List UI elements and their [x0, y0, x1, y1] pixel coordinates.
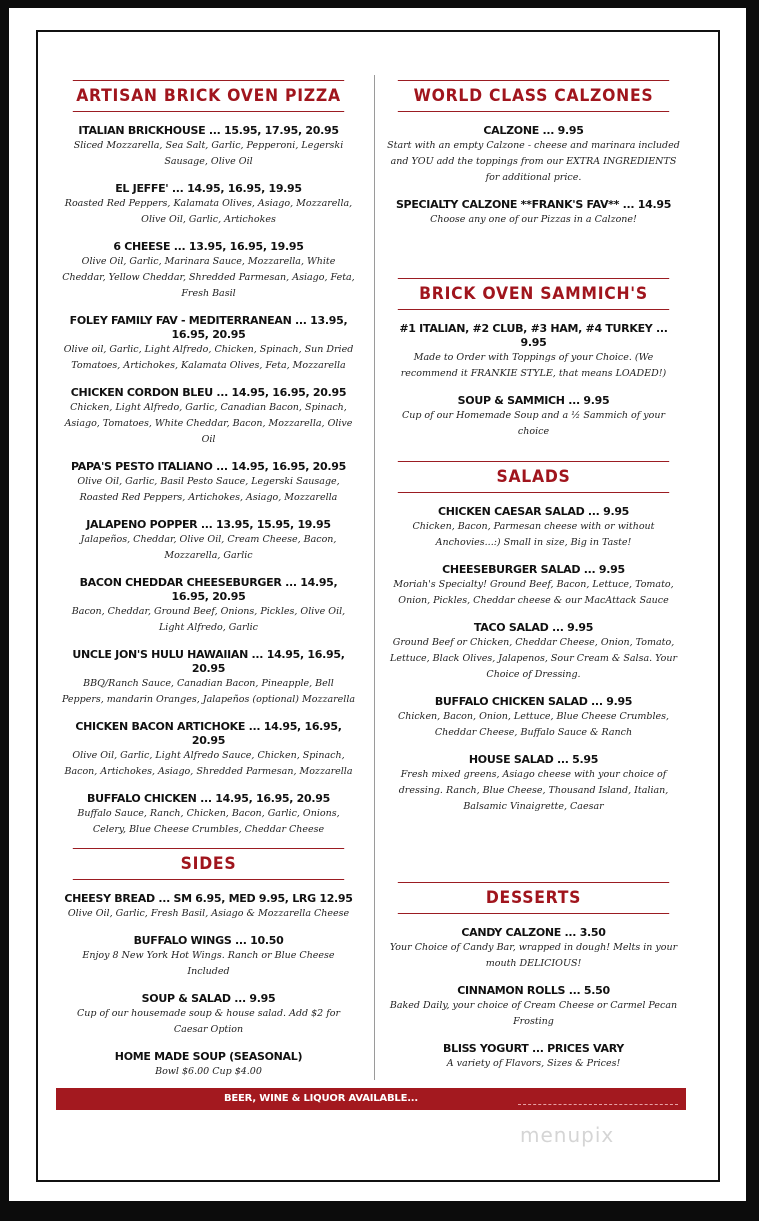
menu-item: [61, 892, 356, 922]
item-description: A variety of Flavors, Sizes & Prices!: [446, 1058, 621, 1069]
item-description: Enjoy 8 New York Hot Wings. Ranch or Blue Cheese Included: [82, 950, 335, 977]
item-title: BUFFALO CHICKEN ... 14.95, 16.95, 20.95: [87, 792, 330, 805]
salads-heading: SALADS: [398, 461, 669, 493]
menupix-watermark: menupix: [520, 1123, 615, 1147]
menu-item: [386, 621, 681, 683]
menu-item: [61, 576, 356, 636]
item-title: FOLEY FAMILY FAV - MEDITERRANEAN ... 13.95, 16.95, 20.95: [69, 314, 348, 341]
item-title: BUFFALO CHICKEN SALAD ... 9.95: [434, 695, 633, 708]
item-title: CHICKEN CORDON BLEU ... 14.95, 16.95, 20.95: [70, 386, 347, 399]
menu-item: [61, 1050, 356, 1080]
item-description: Fresh mixed greens, Asiago cheese with your choice of dressing. Ranch, Blue Cheese, Thousand Island, Italian, Balsamic Vinaigrette, Caesar: [398, 769, 669, 812]
item-description: Chicken, Bacon, Onion, Lettuce, Blue Cheese Crumbles, Cheddar Cheese, Buffalo Sauce & Ranch: [397, 711, 670, 738]
item-title: HOME MADE SOUP (SEASONAL): [114, 1050, 303, 1063]
item-title: CHEESY BREAD ... SM 6.95, MED 9.95, LRG 12.95: [64, 892, 353, 905]
item-description: Cup of our Homemade Soup and a ½ Sammich of your choice: [401, 410, 666, 437]
item-description: Chicken, Light Alfredo, Garlic, Canadian Bacon, Spinach, Asiago, Tomatoes, White Cheddar, Bacon, Mozzarella, Olive Oil: [64, 402, 353, 445]
menu-item: [61, 792, 356, 838]
item-title: BLISS YOGURT ... PRICES VARY: [443, 1042, 624, 1055]
menu-item: [386, 394, 681, 440]
item-title: PAPA'S PESTO ITALIANO ... 14.95, 16.95, 20.95: [71, 460, 346, 473]
item-description: Made to Order with Toppings of your Choice. (We recommend it FRANKIE STYLE, that means LOADED!): [400, 352, 667, 379]
pizza-section: [61, 80, 356, 838]
sides-section: [61, 848, 356, 1080]
calzones-section: [386, 80, 681, 228]
menu-item: [386, 563, 681, 609]
sammich-section: [386, 278, 681, 440]
item-description: Bacon, Cheddar, Ground Beef, Onions, Pickles, Olive Oil, Light Alfredo, Garlic: [71, 606, 346, 633]
menu-item: [386, 753, 681, 815]
menu-item: [386, 695, 681, 741]
menu-item: [61, 720, 356, 780]
menu-item: [61, 518, 356, 564]
item-title: CHEESEBURGER SALAD ... 9.95: [442, 563, 625, 576]
item-description: Olive Oil, Garlic, Fresh Basil, Asiago & Mozzarella Cheese: [67, 908, 350, 919]
pizza-heading: ARTISAN BRICK OVEN PIZZA: [73, 80, 344, 112]
item-description: Olive Oil, Garlic, Basil Pesto Sauce, Legerski Sausage, Roasted Red Peppers, Artichokes, Asiago, Mozzarella: [77, 476, 340, 503]
item-title: 6 CHEESE ... 13.95, 16.95, 19.95: [113, 240, 304, 253]
item-description: Bowl $6.00 Cup $4.00: [155, 1066, 262, 1077]
menu-item: [386, 198, 681, 228]
menu-item: [386, 124, 681, 186]
item-title: TACO SALAD ... 9.95: [473, 621, 594, 634]
item-description: Buffalo Sauce, Ranch, Chicken, Bacon, Garlic, Onions, Celery, Blue Cheese Crumbles, Cheddar Cheese: [77, 808, 340, 835]
item-title: SPECIALTY CALZONE **FRANK'S FAV** ... 14.95: [395, 198, 672, 211]
item-description: BBQ/Ranch Sauce, Canadian Bacon, Pineapple, Bell Peppers, mandarin Oranges, Jalapeños (optional) Mozzarella: [61, 678, 356, 705]
menu-item: [386, 505, 681, 551]
item-title: SOUP & SALAD ... 9.95: [141, 992, 276, 1005]
item-title: #1 ITALIAN, #2 CLUB, #3 HAM, #4 TURKEY ... 9.95: [399, 322, 668, 349]
menu-item: [61, 240, 356, 302]
menu-item: [386, 926, 681, 972]
item-title: EL JEFFE' ... 14.95, 16.95, 19.95: [115, 182, 302, 195]
menu-item: [61, 386, 356, 448]
item-description: Olive Oil, Garlic, Marinara Sauce, Mozzarella, White Cheddar, Yellow Cheddar, Shredded Parmesan, Asiago, Feta, Fresh Basil: [62, 256, 355, 299]
menu-item: [61, 992, 356, 1038]
item-description: Cup of our housemade soup & house salad. Add $2 for Caesar Option: [76, 1008, 341, 1035]
column-divider: [374, 75, 375, 1080]
item-title: ITALIAN BRICKHOUSE ... 15.95, 17.95, 20.95: [78, 124, 339, 137]
menu-item: [61, 648, 356, 708]
item-description: Start with an empty Calzone - cheese and marinara included and YOU add the toppings from our EXTRA INGREDIENTS for additional price.: [387, 140, 680, 183]
item-description: Olive Oil, Garlic, Light Alfredo Sauce, Chicken, Spinach, Bacon, Artichokes, Asiago, Shredded Parmesan, Mozzarella: [64, 750, 353, 777]
menu-item: [386, 1042, 681, 1072]
menu-item: [61, 460, 356, 506]
item-description: Baked Daily, your choice of Cream Cheese or Carmel Pecan Frosting: [389, 1000, 678, 1027]
calzones-heading: WORLD CLASS CALZONES: [398, 80, 669, 112]
item-description: Choose any one of our Pizzas in a Calzone!: [430, 214, 637, 225]
menu-item: [61, 124, 356, 170]
sammich-heading: BRICK OVEN SAMMICH'S: [398, 278, 669, 310]
item-title: CHICKEN CAESAR SALAD ... 9.95: [437, 505, 630, 518]
menu-item: [61, 314, 356, 374]
salads-section: [386, 461, 681, 815]
desserts-section: [386, 882, 681, 1072]
item-title: CANDY CALZONE ... 3.50: [461, 926, 606, 939]
menu-item: [61, 934, 356, 980]
item-description: Ground Beef or Chicken, Cheddar Cheese, Onion, Tomato, Lettuce, Black Olives, Jalapenos, Sour Cream & Salsa. Your Choice of Dressing.: [390, 637, 677, 680]
item-title: UNCLE JON'S HULU HAWAIIAN ... 14.95, 16.95, 20.95: [72, 648, 345, 675]
item-description: Olive oil, Garlic, Light Alfredo, Chicken, Spinach, Sun Dried Tomatoes, Artichokes, Kalamata Olives, Feta, Mozzarella: [63, 344, 354, 371]
banner-dotted-line: [518, 1104, 678, 1105]
item-title: CHICKEN BACON ARTICHOKE ... 14.95, 16.95, 20.95: [75, 720, 342, 747]
item-description: Moriah's Specialty! Ground Beef, Bacon, Lettuce, Tomato, Onion, Pickles, Cheddar cheese & our MacAttack Sauce: [393, 579, 674, 606]
desserts-heading: DESSERTS: [398, 882, 669, 914]
item-title: HOUSE SALAD ... 5.95: [468, 753, 599, 766]
item-title: CALZONE ... 9.95: [483, 124, 584, 137]
item-title: JALAPENO POPPER ... 13.95, 15.95, 19.95: [86, 518, 331, 531]
banner-text: BEER, WINE & LIQUOR AVAILABLE...: [224, 1093, 418, 1104]
item-description: Roasted Red Peppers, Kalamata Olives, Asiago, Mozzarella, Olive Oil, Garlic, Artichokes: [64, 198, 353, 225]
menu-item: [386, 984, 681, 1030]
item-description: Jalapeños, Cheddar, Olive Oil, Cream Cheese, Bacon, Mozzarella, Garlic: [80, 534, 337, 561]
menu-item: [386, 322, 681, 382]
item-title: BUFFALO WINGS ... 10.50: [133, 934, 284, 947]
item-description: Sliced Mozzarella, Sea Salt, Garlic, Pepperoni, Legerski Sausage, Olive Oil: [73, 140, 344, 167]
item-title: CINNAMON ROLLS ... 5.50: [457, 984, 610, 997]
menu-item: [61, 182, 356, 228]
item-title: BACON CHEDDAR CHEESEBURGER ... 14.95, 16.95, 20.95: [79, 576, 338, 603]
item-description: Chicken, Bacon, Parmesan cheese with or without Anchovies...:) Small in size, Big in Taste!: [412, 521, 655, 548]
item-description: Your Choice of Candy Bar, wrapped in dough! Melts in your mouth DELICIOUS!: [389, 942, 678, 969]
item-title: SOUP & SAMMICH ... 9.95: [457, 394, 610, 407]
sides-heading: SIDES: [73, 848, 344, 880]
beer-wine-banner: [56, 1088, 686, 1110]
